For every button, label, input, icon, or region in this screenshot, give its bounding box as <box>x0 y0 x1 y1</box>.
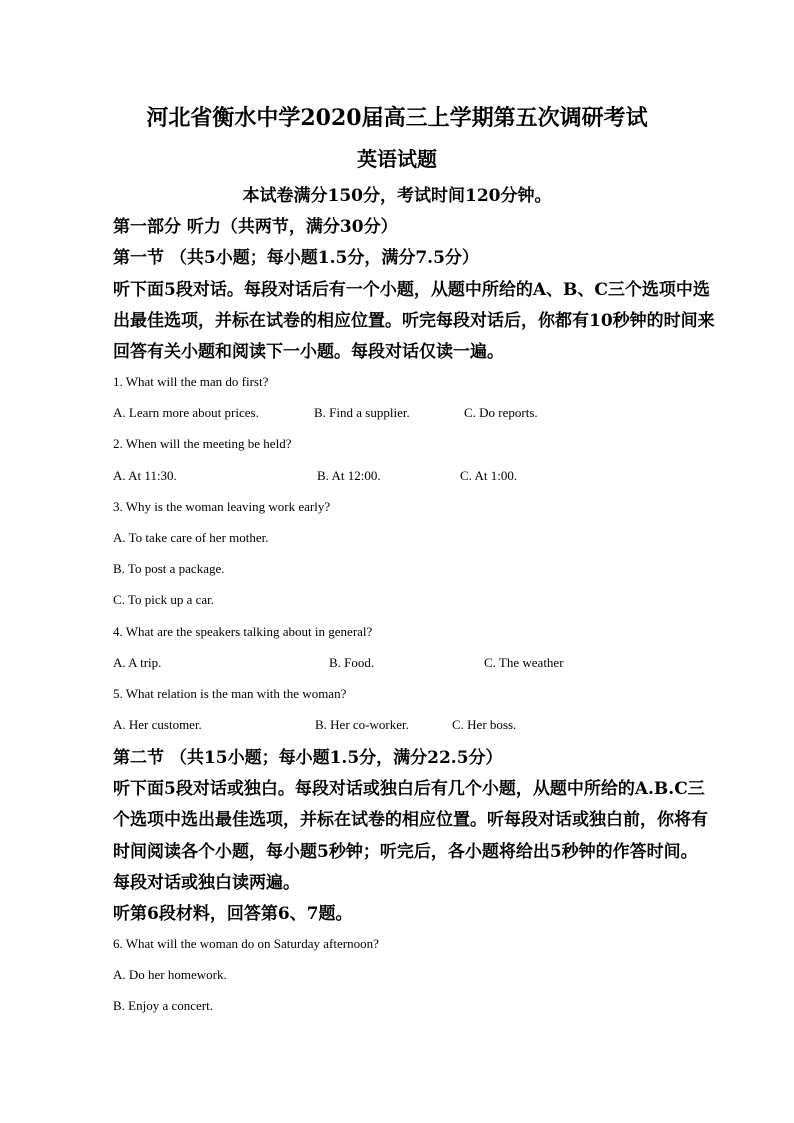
question-1-option-a: A. Learn more about prices. <box>113 405 259 420</box>
question-5: 5. What relation is the man with the woman? <box>113 686 347 701</box>
section2-instruction-line: 时间阅读各个小题，每小题5秒钟；听完后，各小题将给出5秒钟的作答时间。 <box>113 842 698 862</box>
question-4-option-b: B. Food. <box>329 655 375 670</box>
question-6: 6. What will the woman do on Saturday afternoon? <box>113 936 379 951</box>
exam-title: 河北省衡水中学2020届高三上学期第五次调研考试 <box>146 105 648 131</box>
exam-info: 本试卷满分150分，考试时间120分钟。 <box>242 186 552 206</box>
question-2: 2. When will the meeting be held? <box>113 436 292 451</box>
section1-instruction-line: 听下面5段对话。每段对话后有一个小题，从题中所给的A、B、C三个选项中选 <box>113 280 710 300</box>
question-6-option-a: A. Do her homework. <box>113 967 227 982</box>
question-5-option-b: B. Her co-worker. <box>315 717 409 732</box>
question-1-option-c: C. Do reports. <box>464 405 538 420</box>
section2-instruction-line: 每段对话或独白读两遍。 <box>113 873 300 893</box>
question-3: 3. Why is the woman leaving work early? <box>113 499 331 514</box>
question-4: 4. What are the speakers talking about in general? <box>113 624 373 639</box>
question-2-option-a: A. At 11:30. <box>113 468 177 483</box>
question-3-option-a: A. To take care of her mother. <box>113 530 269 545</box>
question-2-option-c: C. At 1:00. <box>460 468 518 483</box>
question-3-option-b: B. To post a package. <box>113 561 225 576</box>
question-4-option-c: C. The weather <box>484 655 564 670</box>
question-1: 1. What will the man do first? <box>113 374 269 389</box>
material-heading: 听第6段材料，回答第6、7题。 <box>113 904 353 924</box>
section2-instruction-line: 听下面5段对话或独白。每段对话或独白后有几个小题，从题中所给的A.B.C三 <box>113 779 705 799</box>
question-4-option-a: A. A trip. <box>113 655 162 670</box>
section2-instruction-line: 个选项中选出最佳选项，并标在试卷的相应位置。听每段对话或独白前，你将有 <box>113 810 708 830</box>
part1-heading: 第一部分 听力（共两节，满分30分） <box>113 217 398 237</box>
question-6-option-b: B. Enjoy a concert. <box>113 998 213 1013</box>
question-3-option-c: C. To pick up a car. <box>113 592 215 607</box>
section1-instruction-line: 出最佳选项，并标在试卷的相应位置。听完每段对话后，你都有10秒钟的时间来 <box>113 311 715 331</box>
question-1-option-b: B. Find a supplier. <box>314 405 410 420</box>
question-5-option-c: C. Her boss. <box>452 717 517 732</box>
section1-instruction-line: 回答有关小题和阅读下一小题。每段对话仅读一遍。 <box>113 342 504 362</box>
section2-heading: 第二节 （共15小题；每小题1.5分，满分22.5分） <box>113 748 503 768</box>
question-5-option-a: A. Her customer. <box>113 717 202 732</box>
exam-subtitle: 英语试题 <box>357 147 437 171</box>
question-2-option-b: B. At 12:00. <box>317 468 381 483</box>
section1-heading: 第一节 （共5小题；每小题1.5分，满分7.5分） <box>113 248 479 268</box>
